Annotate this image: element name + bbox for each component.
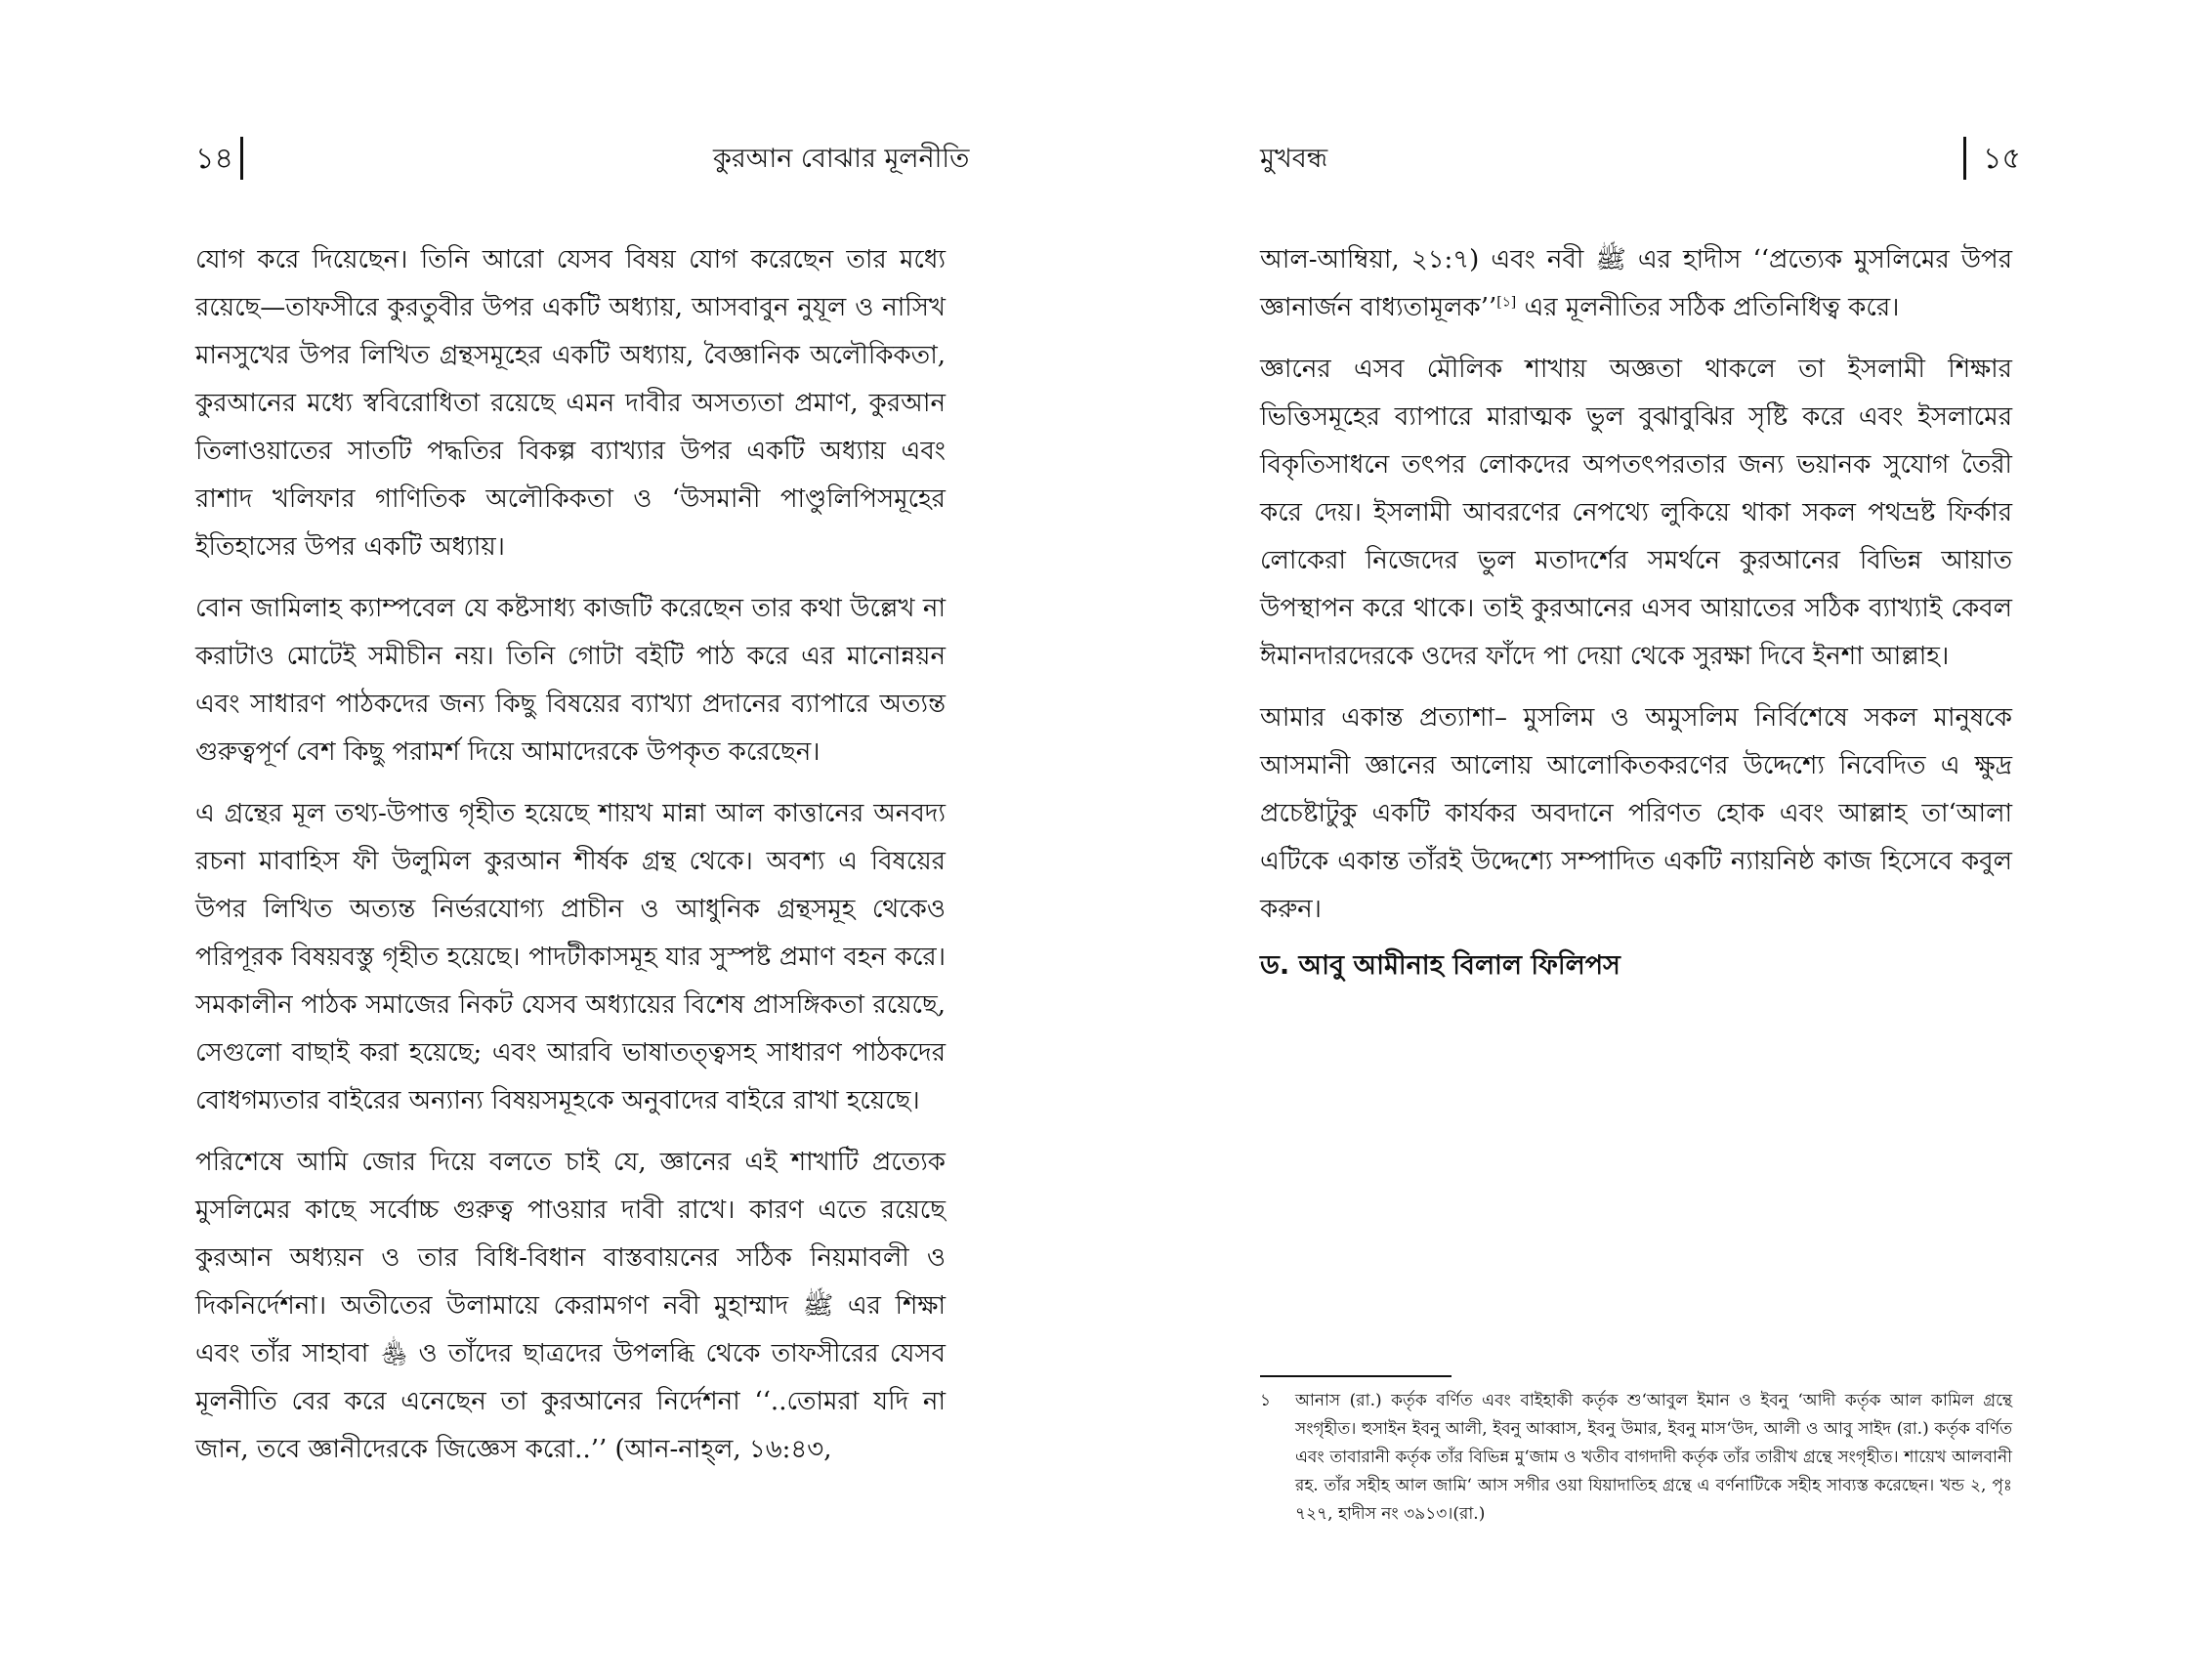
left-paragraph-4: পরিশেষে আমি জোর দিয়ে বলতে চাই যে, জ্ঞানের এই শাখাটি প্রত্যেক মুসলিমের কাছে সর্বোচ্চ গুরুত্ব পাওয়ার দাবী রাখে। কারণ এতে রয়েছে কুরআন অধ্যয়ন ও তার বিধি-বিধান বাস্তবায়নের সঠিক নিয়মাবলী ও দিকনির্দেশনা। অতীতের উলামায়ে কেরামগণ নবী মুহাম্মাদ ﷺ এর শিক্ষা এবং তাঁর সাহাবা ﵃ ও তাঁদের ছাত্রদের উপলব্ধি থেকে তাফসীরের যেসব মূলনীতি বের করে এনেছেন তা কুরআনের নির্দেশনা ‘‘..তোমরা যদি না জান, তবে জ্ঞানীদেরকে জিজ্ঞেস করো..’’ (আন-নাহ্‌ল, ১৬:৪৩, bbox=[195, 1148, 946, 1464]
right-page bbox=[1094, 0, 2188, 1680]
left-paragraph-1: যোগ করে দিয়েছেন। তিনি আরো যেসব বিষয় যোগ করেছেন তার মধ্যে রয়েছে—তাফসীরে কুরতুবীর উপর একটি অধ্যায়, আসবাবুন নুযূল ও নাসিখ মানসুখের উপর লিখিত গ্রন্থসমূহের একটি অধ্যায়, বৈজ্ঞানিক অলৌকিকতা, কুরআনের মধ্যে স্ববিরোধিতা রয়েছে এমন দাবীর অসত্যতা প্রমাণ, কুরআন তিলাওয়াতের সাতটি পদ্ধতির বিকল্প ব্যাখ্যার উপর একটি অধ্যায় এবং রাশাদ খলিফার গাণিতিক অলৌকিকতা ও ‘উসমানী পাণ্ডুলিপিসমূহের ইতিহাসের উপর একটি অধ্যায়। bbox=[195, 245, 946, 562]
footnote bbox=[1260, 1387, 2012, 1529]
right-paragraph-1-start: আল-আম্বিয়া, ২১:৭) এবং নবী ﷺ এর হাদীস ‘‘প্রত্যেক মুসলিমের উপর জ্ঞানার্জন বাধ্যতামূলক’’ bbox=[1260, 245, 2012, 322]
right-header-divider bbox=[1963, 137, 1966, 180]
right-paragraph-1 bbox=[1260, 236, 2012, 332]
left-header-divider bbox=[240, 137, 243, 180]
right-paragraph-2: জ্ঞানের এসব মৌলিক শাখায় অজ্ঞতা থাকলে তা ইসলামী শিক্ষার ভিত্তিসমূহের ব্যাপারে মারাত্মক ভুল বুঝাবুঝির সৃষ্টি করে এবং ইসলামের বিকৃতিসাধনে তৎপর লোকদের অপতৎপরতার জন্য ভয়ানক সুযোগ তৈরী করে দেয়। ইসলামী আবরণের নেপথ্যে লুকিয়ে থাকা সকল পথভ্রষ্ট ফির্কার লোকেরা নিজেদের ভুল মতাদর্শের সমর্থনে কুরআনের বিভিন্ন আয়াত উপস্থাপন করে থাকে। তাই কুরআনের এসব আয়াতের সঠিক ব্যাখ্যাই কেবল ঈমানদারদেরকে ওদের ফাঁদে পা দেয়া থেকে সুরক্ষা দিবে ইনশা আল্লাহ। bbox=[1260, 355, 2012, 671]
footnote-divider bbox=[1260, 1375, 1452, 1377]
footnote-number: ১ bbox=[1260, 1391, 1272, 1410]
book-running-title: কুরআন বোঝার মূলনীতি bbox=[713, 144, 970, 174]
right-page-number: ১৫ bbox=[1983, 142, 2021, 176]
left-body-text bbox=[195, 236, 946, 1488]
footnote-text: আনাস (রা.) কর্তৃক বর্ণিত এবং বাইহাকী কর্তৃক শু‘আবুল ইমান ও ইবনু ‘আদী কর্তৃক আল কামিল গ্রন্থে সংগৃহীত। হুসাইন ইবনু আলী, ইবনু আব্বাস, ইবনু উমার, ইবনু মাস‘উদ, আলী ও আবু সাইদ (রা.) কর্তৃক বর্ণিত এবং তাবারানী কর্তৃক তাঁর বিভিন্ন মু‘জাম ও খতীব বাগদাদী কর্তৃক তাঁর তারীখ গ্রন্থে সংগৃহীত। শায়েখ আলবানী রহ. তাঁর সহীহ আল জামি‘ আস সগীর ওয়া যিয়াদাতিহ গ্রন্থে এ বর্ণনাটিকে সহীহ সাব্যস্ত করেছেন। খন্ড ২, পৃঃ ৭২৭, হাদীস নং ৩৯১৩।(রা.) bbox=[1295, 1391, 2012, 1524]
left-paragraph-3: এ গ্রন্থের মূল তথ্য-উপাত্ত গৃহীত হয়েছে শায়খ মান্না আল কাত্তানের অনবদ্য রচনা মাবাহিস ফী উলুমিল কুরআন শীর্ষক গ্রন্থ থেকে। অবশ্য এ বিষয়ের উপর লিখিত অত্যন্ত নির্ভরযোগ্য প্রাচীন ও আধুনিক গ্রন্থসমূহ থেকেও পরিপূরক বিষয়বস্তু গৃহীত হয়েছে। পাদটীকাসমূহ যার সুস্পষ্ট প্রমাণ বহন করে। সমকালীন পাঠক সমাজের নিকট যেসব অধ্যায়ের বিশেষ প্রাসঙ্গিকতা রয়েছে, সেগুলো বাছাই করা হয়েছে; এবং আরবি ভাষাতত্ত্বসহ সাধারণ পাঠকদের বোধগম্যতার বাইরের অন্যান্য বিষয়সমূহকে অনুবাদের বাইরে রাখা হয়েছে। bbox=[195, 799, 946, 1115]
right-body-text bbox=[1260, 236, 2012, 947]
right-paragraph-1-end: এর মূলনীতির সঠিক প্রতিনিধিত্ব করে। bbox=[1516, 293, 1900, 322]
left-paragraph-2: বোন জামিলাহ ক্যাম্পবেল যে কষ্টসাধ্য কাজটি করেছেন তার কথা উল্লেখ না করাটাও মোটেই সমীচীন নয়। তিনি গোটা বইটি পাঠ করে এর মানোন্নয়ন এবং সাধারণ পাঠকদের জন্য কিছু বিষয়ের ব্যাখ্যা প্রদানের ব্যাপারে অত্যন্ত গুরুত্বপূর্ণ বেশ কিছু পরামর্শ দিয়ে আমাদেরকে উপকৃত করেছেন। bbox=[195, 594, 946, 767]
right-paragraph-3: আমার একান্ত প্রত্যাশা– মুসলিম ও অমুসলিম নির্বিশেষে সকল মানুষকে আসমানী জ্ঞানের আলোয় আলোকিতকরণের উদ্দেশ্যে নিবেদিত এ ক্ষুদ্র প্রচেষ্টাটুকু একটি কার্যকর অবদানে পরিণত হোক এবং আল্লাহ তা‘আলা এটিকে একান্ত তাঁরই উদ্দেশ্যে সম্পাদিত একটি ন্যায়নিষ্ঠ কাজ হিসেবে কবুল করুন। bbox=[1260, 703, 2012, 924]
footnote-reference[interactable]: [১] bbox=[1496, 294, 1517, 311]
left-page-number: ১৪ bbox=[195, 142, 233, 176]
section-running-title: মুখবন্ধ bbox=[1260, 144, 1328, 174]
author-signature: ড. আবু আমীনাহ বিলাল ফিলিপস bbox=[1260, 950, 1620, 981]
